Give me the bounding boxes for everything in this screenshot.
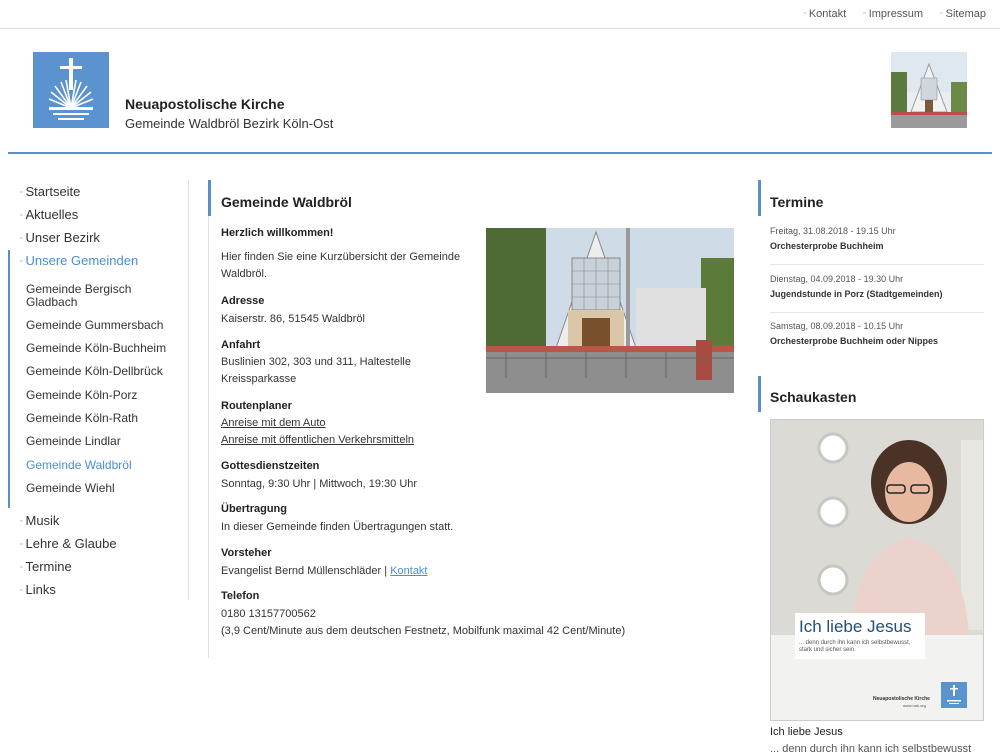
event-date: Freitag, 31.08.2018 - 19.15 Uhr bbox=[770, 226, 896, 236]
vorsteher-label: Vorsteher bbox=[221, 547, 272, 559]
gottesdienst-label: Gottesdienstzeiten bbox=[221, 460, 320, 472]
brand-title: Neuapostolische Kirche bbox=[125, 96, 285, 112]
termine-title: Termine bbox=[770, 194, 824, 210]
subnav-item-bergisch-gladbach[interactable]: Gemeinde Bergisch Gladbach bbox=[26, 282, 132, 309]
event-date: Dienstag, 04.09.2018 - 19.30 Uhr bbox=[770, 274, 904, 284]
welcome-heading: Herzlich willkommen! bbox=[221, 227, 334, 239]
poster-logo-icon bbox=[941, 682, 967, 708]
termine-accent-bar bbox=[758, 180, 761, 216]
telefon-label: Telefon bbox=[221, 590, 260, 602]
adresse-value: Kaiserstr. 86, 51545 Waldbröl bbox=[221, 313, 365, 325]
telefon-value: 0180 13157700562 bbox=[221, 608, 316, 620]
subnav-item-waldbroel[interactable]: Gemeinde Waldbröl bbox=[26, 458, 132, 472]
nav-item-unser-bezirk[interactable]: ▫ Unser Bezirk bbox=[20, 230, 100, 245]
brand-subtitle: Gemeinde Waldbröl Bezirk Köln-Ost bbox=[125, 116, 334, 131]
vorsteher-value bbox=[221, 563, 428, 580]
toplink-impressum[interactable]: ▫ Impressum bbox=[863, 8, 924, 20]
bullet-icon: ▫ bbox=[940, 10, 943, 17]
anfahrt-label: Anfahrt bbox=[221, 339, 261, 351]
bullet-icon: ▫ bbox=[803, 10, 806, 17]
adresse-label: Adresse bbox=[221, 295, 265, 307]
subnav-item-koeln-dellbrueck[interactable]: Gemeinde Köln-Dellbrück bbox=[26, 364, 163, 378]
bullet-icon: ▫ bbox=[20, 587, 23, 594]
bullet-icon: ▫ bbox=[20, 541, 23, 548]
subnav-item-wiehl[interactable]: Gemeinde Wiehl bbox=[26, 481, 115, 495]
title-accent-bar bbox=[208, 180, 211, 216]
schaukasten-poster[interactable] bbox=[770, 419, 984, 721]
nav-item-termine[interactable]: ▫ Termine bbox=[20, 559, 72, 574]
schaukasten-title: Schaukasten bbox=[770, 389, 857, 405]
gottesdienst-value: Sonntag, 9:30 Uhr | Mittwoch, 19:30 Uhr bbox=[221, 478, 418, 490]
top-links bbox=[789, 8, 986, 20]
bullet-icon: ▫ bbox=[20, 564, 23, 571]
intro-text: Hier finden Sie eine Kurzübersicht der Gemeinde Waldbröl. bbox=[221, 251, 461, 280]
telefon-note: (3,9 Cent/Minute aus dem deutschen Festnetz, Mobilfunk maximal 42 Cent/Minute) bbox=[221, 625, 626, 637]
bullet-icon: ▫ bbox=[20, 235, 23, 242]
event-name: Orchesterprobe Buchheim bbox=[770, 241, 884, 251]
subnav-item-gummersbach[interactable]: Gemeinde Gummersbach bbox=[26, 318, 164, 332]
event-name: Orchesterprobe Buchheim oder Nippes bbox=[770, 336, 939, 346]
vorsteher-name: Evangelist Bernd Müllenschläder | bbox=[221, 565, 388, 577]
toplink-sitemap[interactable]: ▫ Sitemap bbox=[940, 8, 986, 20]
poster-caption: Ich liebe Jesus bbox=[770, 726, 843, 738]
event-item[interactable] bbox=[770, 321, 984, 351]
bullet-icon: ▫ bbox=[863, 10, 866, 17]
nak-logo[interactable] bbox=[33, 52, 109, 128]
bullet-icon: ▫ bbox=[20, 212, 23, 219]
active-section-indicator bbox=[8, 250, 10, 508]
header-church-photo bbox=[891, 52, 967, 128]
event-item[interactable] bbox=[770, 226, 984, 265]
page-title: Gemeinde Waldbröl bbox=[221, 194, 352, 210]
subnav-item-lindlar[interactable]: Gemeinde Lindlar bbox=[26, 434, 121, 448]
route-auto-link[interactable]: Anreise mit dem Auto bbox=[221, 417, 326, 429]
bullet-icon: ▫ bbox=[20, 518, 23, 525]
church-photo bbox=[486, 228, 734, 393]
event-date: Samstag, 08.09.2018 - 10.15 Uhr bbox=[770, 321, 904, 331]
uebertragung-value: In dieser Gemeinde finden Übertragungen statt. bbox=[221, 521, 454, 533]
event-item[interactable] bbox=[770, 274, 984, 313]
nav-item-links[interactable]: ▫ Links bbox=[20, 582, 56, 597]
top-links-bar bbox=[0, 0, 1000, 29]
subnav-item-koeln-buchheim[interactable]: Gemeinde Köln-Buchheim bbox=[26, 341, 167, 355]
bullet-icon: ▫ bbox=[20, 189, 23, 196]
bullet-icon: ▫ bbox=[20, 258, 23, 265]
poster-image bbox=[771, 420, 983, 720]
nav-item-musik[interactable]: ▫ Musik bbox=[20, 513, 60, 528]
poster-brand: Neuapostolische Kirche bbox=[873, 696, 930, 702]
uebertragung-label: Übertragung bbox=[221, 503, 287, 515]
route-oepnv-link[interactable]: Anreise mit öffentlichen Verkehrsmitteln bbox=[221, 434, 414, 446]
subnav-item-koeln-rath[interactable]: Gemeinde Köln-Rath bbox=[26, 411, 139, 425]
anfahrt-value: Buslinien 302, 303 und 311, Haltestelle Kreissparkasse bbox=[221, 356, 411, 385]
event-name: Jugendstunde in Porz (Stadtgemeinden) bbox=[770, 289, 943, 299]
nav-item-lehre-glaube[interactable]: ▫ Lehre & Glaube bbox=[20, 536, 117, 551]
poster-url: www.nak.org bbox=[903, 703, 926, 708]
nav-item-aktuelles[interactable]: ▫ Aktuelles bbox=[20, 207, 79, 222]
cross-sun-icon bbox=[33, 52, 109, 128]
subnav-item-koeln-porz[interactable]: Gemeinde Köln-Porz bbox=[26, 388, 138, 402]
nav-item-unsere-gemeinden[interactable]: ▫ Unsere Gemeinden bbox=[20, 253, 139, 268]
vorsteher-kontakt-link[interactable]: Kontakt bbox=[390, 565, 428, 577]
sidebar-nav bbox=[8, 180, 189, 600]
header-divider bbox=[8, 152, 992, 154]
routenplaner-label: Routenplaner bbox=[221, 400, 292, 412]
nav-item-startseite[interactable]: ▫ Startseite bbox=[20, 184, 81, 199]
main-content bbox=[208, 180, 739, 658]
poster-headline: Ich liebe Jesus bbox=[799, 617, 912, 636]
schaukasten-accent-bar bbox=[758, 376, 761, 412]
toplink-kontakt[interactable]: ▫ Kontakt bbox=[803, 8, 847, 20]
poster-subcaption: ... denn durch ihn kann ich selbstbewusst bbox=[770, 743, 972, 755]
poster-small-text: ... denn durch ihn kann ich selbstbewusst, stark und sicher sein. bbox=[799, 640, 911, 653]
